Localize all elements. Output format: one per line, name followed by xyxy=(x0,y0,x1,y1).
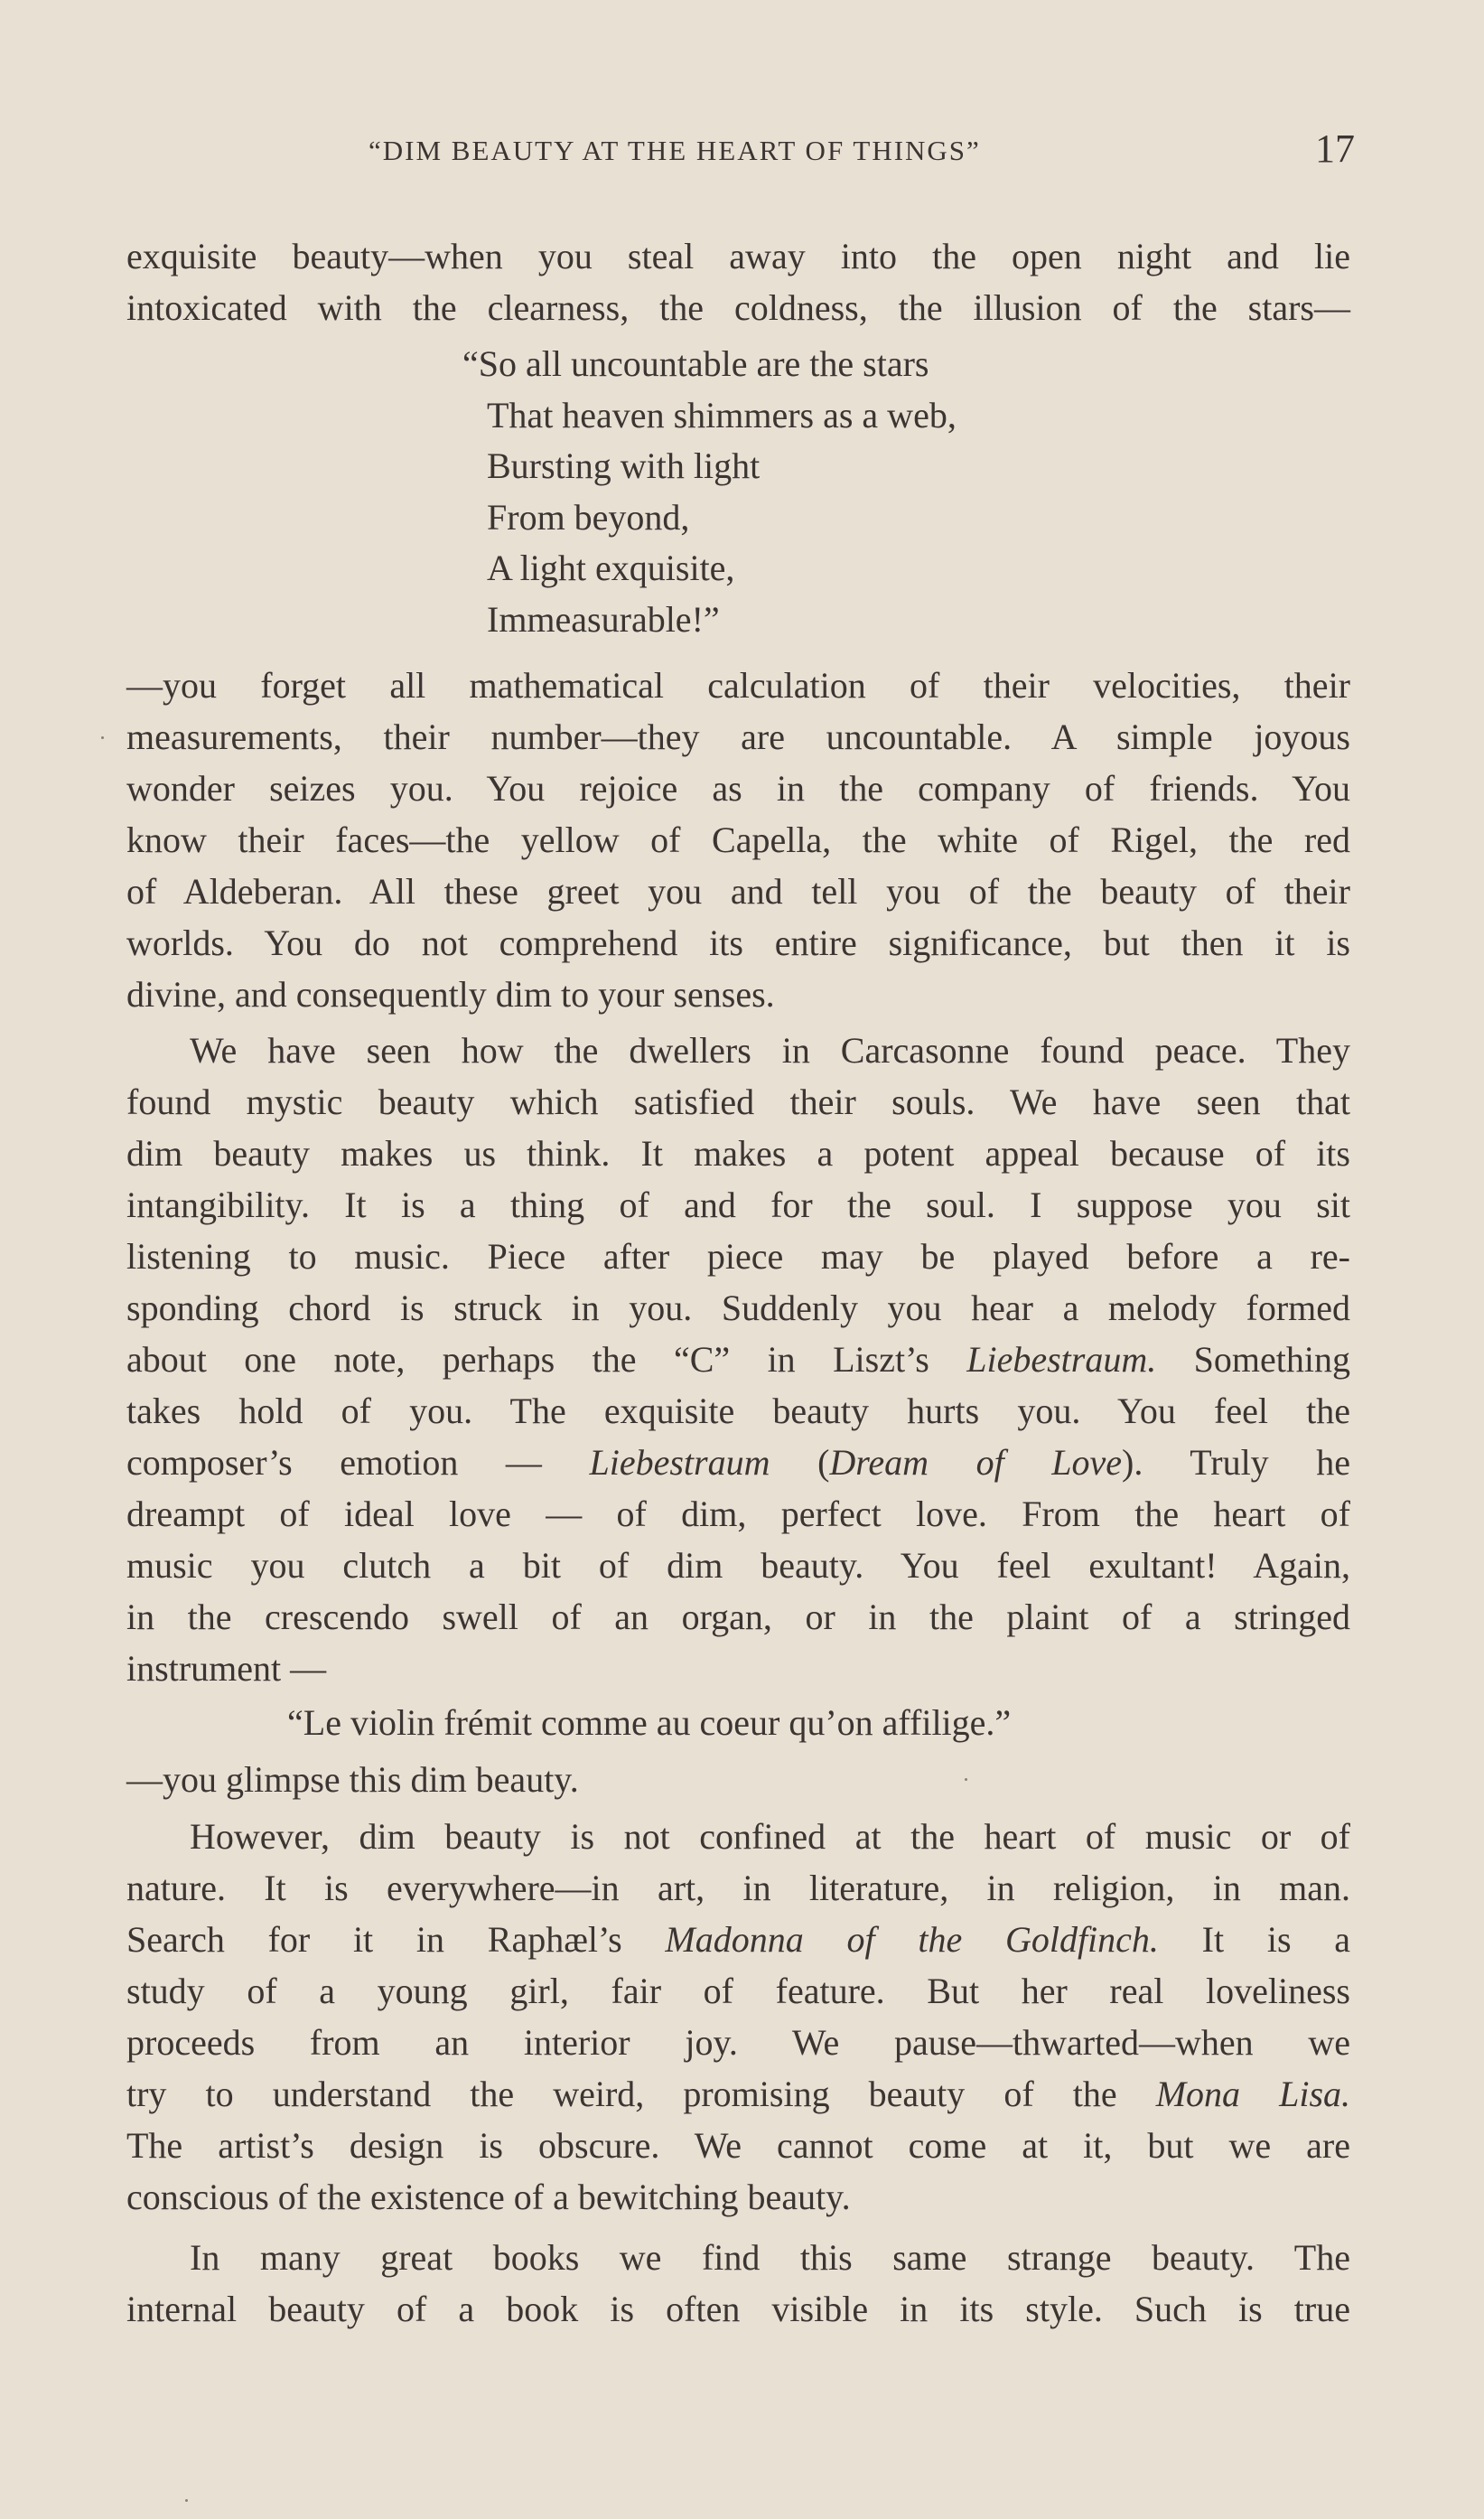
verse-line: Bursting with light xyxy=(487,445,761,487)
text-fragment: composer’s emotion — xyxy=(126,1442,590,1483)
text-line: of Aldeberan. All these greet you and tell you of the beauty of their xyxy=(126,871,1350,912)
text-line: listening to music. Piece after piece may be played before a re- xyxy=(126,1236,1350,1277)
text-line: in the crescendo swell of an organ, or in the plaint of a stringed xyxy=(126,1597,1350,1637)
verse-line: From beyond, xyxy=(487,496,690,538)
text-line xyxy=(126,1914,1350,1965)
text-line: —you forget all mathematical calculation of their velocities, their xyxy=(126,665,1350,706)
text-line: conscious of the existence of a bewitching beauty. xyxy=(126,2177,851,2217)
text-line: exquisite beauty—when you steal away into the open night and lie xyxy=(126,236,1350,276)
text-line: We have seen how the dwellers in Carcasonne found peace. They xyxy=(190,1030,1350,1071)
paragraph-stars xyxy=(126,660,1350,1020)
text-line: music you clutch a bit of dim beauty. You feel exultant! Again, xyxy=(126,1545,1350,1586)
text-line xyxy=(126,1334,1350,1385)
verse-stars xyxy=(462,339,957,646)
text-fragment: try to understand the weird, promising beauty of the xyxy=(126,2074,1156,2114)
text-line xyxy=(126,2068,1350,2120)
verse-line: That heaven shimmers as a web, xyxy=(487,394,957,435)
text-line: instrument — xyxy=(126,1648,327,1689)
verse-line: Immeasurable!” xyxy=(487,598,720,640)
text-fragment: Something xyxy=(1156,1339,1350,1380)
italic-title: Liebestraum. xyxy=(966,1339,1157,1380)
paper-speck xyxy=(965,1778,967,1781)
text-fragment: It is a xyxy=(1158,1919,1351,1960)
verse-violin: “Le violin frémit comme au coeur qu’on affilige.” xyxy=(287,1702,1012,1743)
text-fragment: Search for it in Raphæl’s xyxy=(126,1919,666,1960)
running-header-title: “DIM BEAUTY AT THE HEART OF THINGS” xyxy=(369,135,981,166)
text-line: intoxicated with the clearness, the coldness, the illusion of the stars— xyxy=(126,287,1350,328)
page-number: 17 xyxy=(1315,126,1355,171)
text-fragment: ( xyxy=(770,1442,830,1483)
text-line: dreampt of ideal love — of dim, perfect love. From the heart of xyxy=(126,1494,1350,1534)
text-line: dim beauty makes us think. It makes a potent appeal because of its xyxy=(126,1133,1350,1174)
text-line: measurements, their number—they are uncountable. A simple joyous xyxy=(126,716,1350,757)
text-line: worlds. You do not comprehend its entire significance, but then it is xyxy=(126,922,1350,963)
intro-paragraph xyxy=(126,230,1350,333)
paragraph-music xyxy=(126,1025,1350,1694)
text-fragment: ). Truly he xyxy=(1122,1442,1351,1483)
italic-title: Liebestraum xyxy=(589,1442,770,1483)
text-line: The artist’s design is obscure. We cannot come at it, but we are xyxy=(126,2125,1350,2166)
text-line: intangibility. It is a thing of and for the soul. I suppose you sit xyxy=(126,1185,1350,1225)
text-line: wonder seizes you. You rejoice as in the company of friends. You xyxy=(126,768,1350,809)
verse-line: A light exquisite, xyxy=(487,548,735,589)
text-line: nature. It is everywhere—in art, in literature, in religion, in man. xyxy=(126,1868,1350,1908)
text-line: found mystic beauty which satisfied their souls. We have seen that xyxy=(126,1082,1350,1122)
text-line: In many great books we find this same strange beauty. The xyxy=(190,2237,1350,2278)
text-line: study of a young girl, fair of feature. But her real loveliness xyxy=(126,1971,1350,2011)
italic-title: Madonna of the Goldfinch. xyxy=(665,1919,1159,1960)
text-line: However, dim beauty is not confined at the heart of music or of xyxy=(190,1816,1350,1857)
text-line: know their faces—the yellow of Capella, the white of Rigel, the red xyxy=(126,819,1350,860)
paragraph-books xyxy=(126,2232,1350,2335)
verse-followup xyxy=(126,1754,1350,1805)
text-line: divine, and consequently dim to your senses. xyxy=(126,974,775,1015)
italic-title: Dream of Love xyxy=(829,1442,1123,1483)
verse-line: “So all uncountable are the stars xyxy=(462,343,929,384)
text-fragment: about one note, perhaps the “C” in Liszt’s xyxy=(126,1339,967,1380)
paragraph-art xyxy=(126,1811,1350,2223)
italic-title: Mona Lisa. xyxy=(1155,2074,1351,2114)
paper-speck xyxy=(101,736,104,739)
text-line: takes hold of you. The exquisite beauty hurts you. You feel the xyxy=(126,1391,1350,1431)
text-line: sponding chord is struck in you. Suddenly you hear a melody formed xyxy=(126,1288,1350,1328)
paper-speck xyxy=(185,2499,188,2502)
text-line xyxy=(126,1437,1350,1488)
text-line: —you glimpse this dim beauty. xyxy=(126,1759,579,1800)
text-line: internal beauty of a book is often visible in its style. Such is true xyxy=(126,2289,1350,2329)
text-line: proceeds from an interior joy. We pause—thwarted—when we xyxy=(126,2022,1350,2063)
